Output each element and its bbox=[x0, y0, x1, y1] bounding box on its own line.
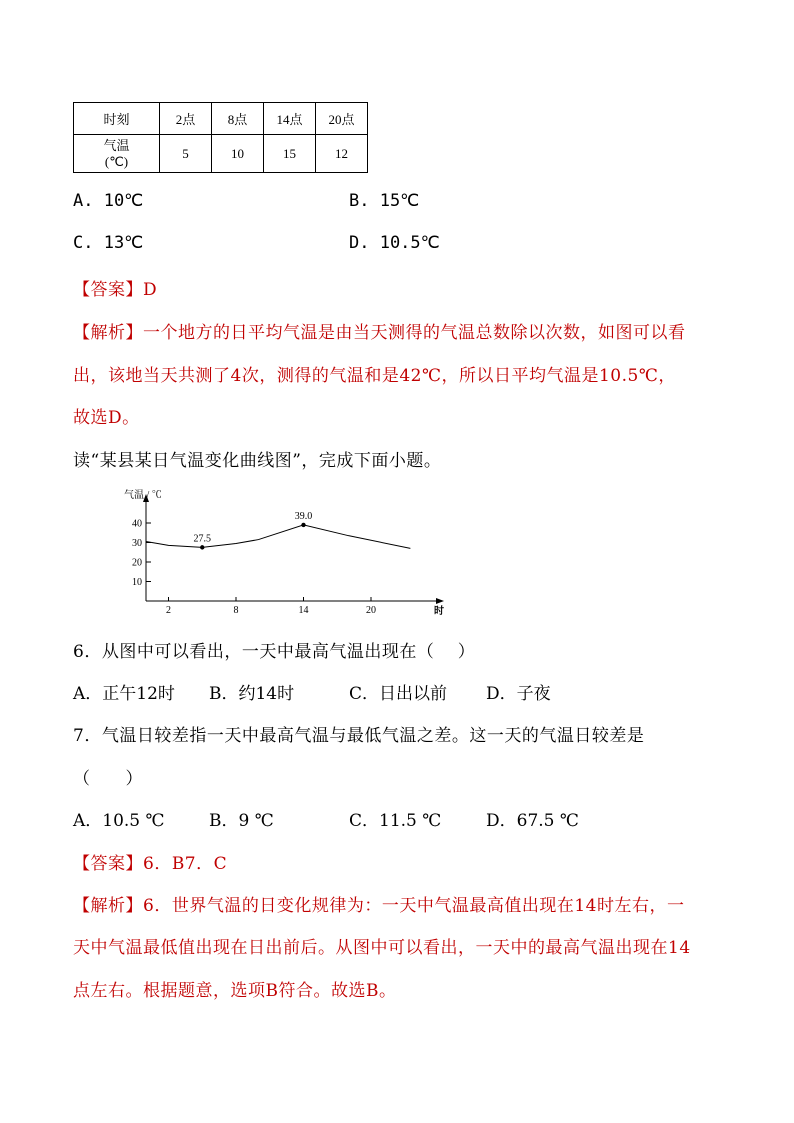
analysis-text: 6．世界气温的日变化规律为：一天中气温最高值出现在14时左右，一 bbox=[143, 896, 685, 916]
data-point bbox=[301, 523, 305, 527]
option-a: A. 10℃ bbox=[73, 191, 144, 211]
answer-value: 6．B7．C bbox=[143, 854, 228, 874]
q6-option-d: D．子夜 bbox=[486, 684, 551, 704]
y-tick-label: 20 bbox=[132, 557, 142, 569]
q7-option-d: D．67.5 ℃ bbox=[486, 811, 579, 831]
temperature-table bbox=[73, 102, 368, 173]
question-7-stem: 7．气温日较差指一天中最高气温与最低气温之差。这一天的气温日较差是 bbox=[73, 726, 645, 746]
x-tick-label: 20 bbox=[366, 605, 376, 616]
answer-line bbox=[73, 849, 227, 874]
q6-option-b: B．约14时 bbox=[209, 684, 295, 704]
question-6-stem: 6．从图中可以看出，一天中最高气温出现在（ ） bbox=[73, 642, 476, 662]
x-axis-label: 时 bbox=[434, 606, 444, 616]
analysis-text: 故选D。 bbox=[73, 408, 140, 428]
analysis-line bbox=[73, 891, 684, 916]
q7-option-a: A．10.5 ℃ bbox=[73, 811, 165, 831]
table-cell: 14点 bbox=[264, 103, 316, 135]
analysis-text: 点左右。根据题意，选项B符合。故选B。 bbox=[73, 981, 397, 1001]
analysis-label: 【解析】 bbox=[73, 323, 143, 343]
table-row bbox=[74, 135, 368, 173]
q6-option-a: A．正午12时 bbox=[73, 684, 175, 704]
analysis-text: 一个地方的日平均气温是由当天测得的气温总数除以次数，如图可以看 bbox=[143, 323, 686, 343]
table-cell: 12 bbox=[316, 135, 368, 173]
x-tick-label: 8 bbox=[233, 605, 239, 616]
q6-option-c: C．日出以前 bbox=[349, 684, 448, 704]
x-axis-arrow bbox=[436, 598, 444, 604]
table-cell: 时刻 bbox=[74, 103, 160, 135]
data-label: 39.0 bbox=[294, 510, 313, 522]
analysis-line bbox=[73, 318, 686, 343]
y-tick-label: 30 bbox=[132, 538, 142, 549]
question-intro: 读“某县某日气温变化曲线图”，完成下面小题。 bbox=[73, 451, 442, 471]
temperature-line-chart bbox=[120, 486, 460, 616]
row-label-line2: (℃) bbox=[104, 153, 129, 169]
y-tick-label: 10 bbox=[132, 577, 142, 588]
answer-line bbox=[73, 275, 157, 300]
row-label-line1: 气温 bbox=[103, 137, 130, 153]
analysis-text: 天中气温最低值出现在日出前后。从图中可以看出，一天中的最高气温出现在14 bbox=[73, 938, 691, 958]
analysis-text: 出，该地当天共测了4次，测得的气温和是42℃，所以日平均气温是10.5℃， bbox=[73, 366, 676, 386]
option-d: D. 10.5℃ bbox=[349, 233, 440, 253]
table-cell: 5 bbox=[160, 135, 212, 173]
table-row-label bbox=[74, 135, 160, 173]
q7-option-c: C．11.5 ℃ bbox=[349, 811, 442, 831]
analysis-label: 【解析】 bbox=[73, 896, 143, 916]
data-point bbox=[200, 545, 204, 549]
answer-label: 【答案】 bbox=[73, 854, 143, 874]
option-b: B. 15℃ bbox=[349, 191, 420, 211]
q7-option-b: B．9 ℃ bbox=[209, 811, 274, 831]
x-tick-label: 14 bbox=[298, 605, 309, 616]
table-cell: 8点 bbox=[212, 103, 264, 135]
table-cell: 20点 bbox=[316, 103, 368, 135]
x-tick-label: 2 bbox=[166, 605, 171, 616]
y-tick-label: 40 bbox=[132, 518, 142, 530]
option-c: C. 13℃ bbox=[73, 233, 144, 253]
table-cell: 2点 bbox=[160, 103, 212, 135]
series-line bbox=[146, 525, 410, 548]
table-header-row bbox=[74, 103, 368, 135]
answer-value: D bbox=[143, 280, 158, 300]
table-cell: 15 bbox=[264, 135, 316, 173]
y-axis-label: 气温 / ℃ bbox=[124, 490, 162, 501]
data-label: 27.5 bbox=[193, 533, 211, 545]
answer-label: 【答案】 bbox=[73, 280, 143, 300]
table-cell: 10 bbox=[212, 135, 264, 173]
question-7-paren: （ ） bbox=[73, 769, 143, 789]
